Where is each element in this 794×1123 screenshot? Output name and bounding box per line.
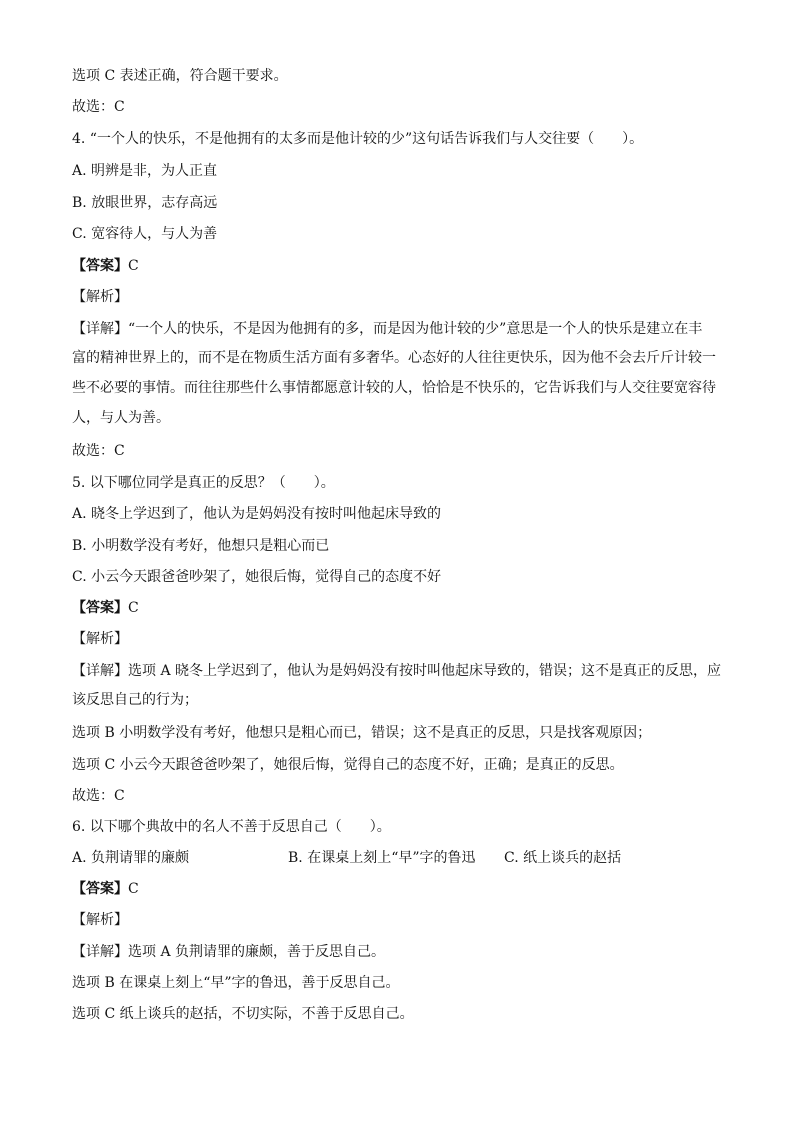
answer-line [72, 256, 722, 276]
explanation-line: 【详解】选项 A 负荆请罪的廉颇，善于反思自己。 [72, 944, 386, 960]
answer-value: C [128, 600, 139, 616]
explanation-line: 【详解】选项 A 晓冬上学迟到了，他认为是妈妈没有按时叫他起床导致的，错误；这不是真正的反思，应 [72, 663, 722, 679]
explanation-line: 富的精神世界上的，而不是在物质生活方面有多奢华。心态好的人往往更快乐，因为他不会去斤斤计较一 [72, 350, 716, 366]
answer-value: C [128, 881, 139, 897]
answer-value: C [128, 258, 139, 274]
option-c: C. 宽容待人，与人为善 [72, 226, 218, 242]
explanation-line: 选项 C 纸上谈兵的赵括，不切实际，不善于反思自己。 [72, 1006, 414, 1022]
answer-label: 【答案】 [72, 258, 128, 274]
explanation-line: 选项 C 小云今天跟爸爸吵架了，她很后悔，觉得自己的态度不好，正确；是真正的反思。 [72, 757, 624, 773]
question-5: 5. 以下哪位同学是真正的反思？（ ）。 [72, 475, 335, 491]
question-6: 6. 以下哪个典故中的名人不善于反思自己（ ）。 [72, 819, 391, 835]
answer-label: 【答案】 [72, 600, 128, 616]
option-c: C. 小云今天跟爸爸吵架了，她很后悔，觉得自己的态度不好 [72, 569, 442, 585]
analysis-label: 【解析】 [72, 289, 128, 305]
answer-line [72, 879, 722, 899]
option-b: B. 放眼世界，志存高远 [72, 195, 218, 211]
explanation-line: 人，与人为善。 [72, 410, 170, 426]
answer-label: 【答案】 [72, 881, 128, 897]
text-line: 故选：C [72, 788, 125, 804]
explanation-line: 选项 B 小明数学没有考好，他想只是粗心而已，错误；这不是真正的反思，只是找客观原因； [72, 725, 652, 741]
text-line: 选项 C 表述正确，符合题干要求。 [72, 68, 288, 84]
option-a: A. 明辨是非，为人正直 [72, 163, 218, 179]
option-c: C. 纸上谈兵的赵括 [504, 850, 622, 866]
answer-line [72, 598, 722, 618]
explanation-line: 选项 B 在课桌上刻上“早”字的鲁迅，善于反思自己。 [72, 975, 400, 991]
explanation-line: 些不必要的事情。而往往那些什么事情都愿意计较的人，恰恰是不快乐的，它告诉我们与人交往要宽容待 [72, 380, 716, 396]
option-b: B. 小明数学没有考好，他想只是粗心而已 [72, 538, 330, 554]
text-line: 故选：C [72, 443, 125, 459]
analysis-label: 【解析】 [72, 631, 128, 647]
question-4: 4. “一个人的快乐，不是他拥有的太多而是他计较的少”这句话告诉我们与人交往要（ ）。 [72, 131, 644, 147]
option-a: A. 负荆请罪的廉颇 [72, 850, 190, 866]
option-a: A. 晓冬上学迟到了，他认为是妈妈没有按时叫他起床导致的 [72, 506, 442, 522]
explanation-line: 该反思自己的行为； [72, 692, 198, 708]
option-b: B. 在课桌上刻上“早”字的鲁迅 [288, 850, 476, 866]
explanation-line: 【详解】“一个人的快乐，不是因为他拥有的多，而是因为他计较的少”意思是一个人的快乐是建立在丰 [72, 321, 703, 337]
analysis-label: 【解析】 [72, 912, 128, 928]
text-line: 故选：C [72, 99, 125, 115]
